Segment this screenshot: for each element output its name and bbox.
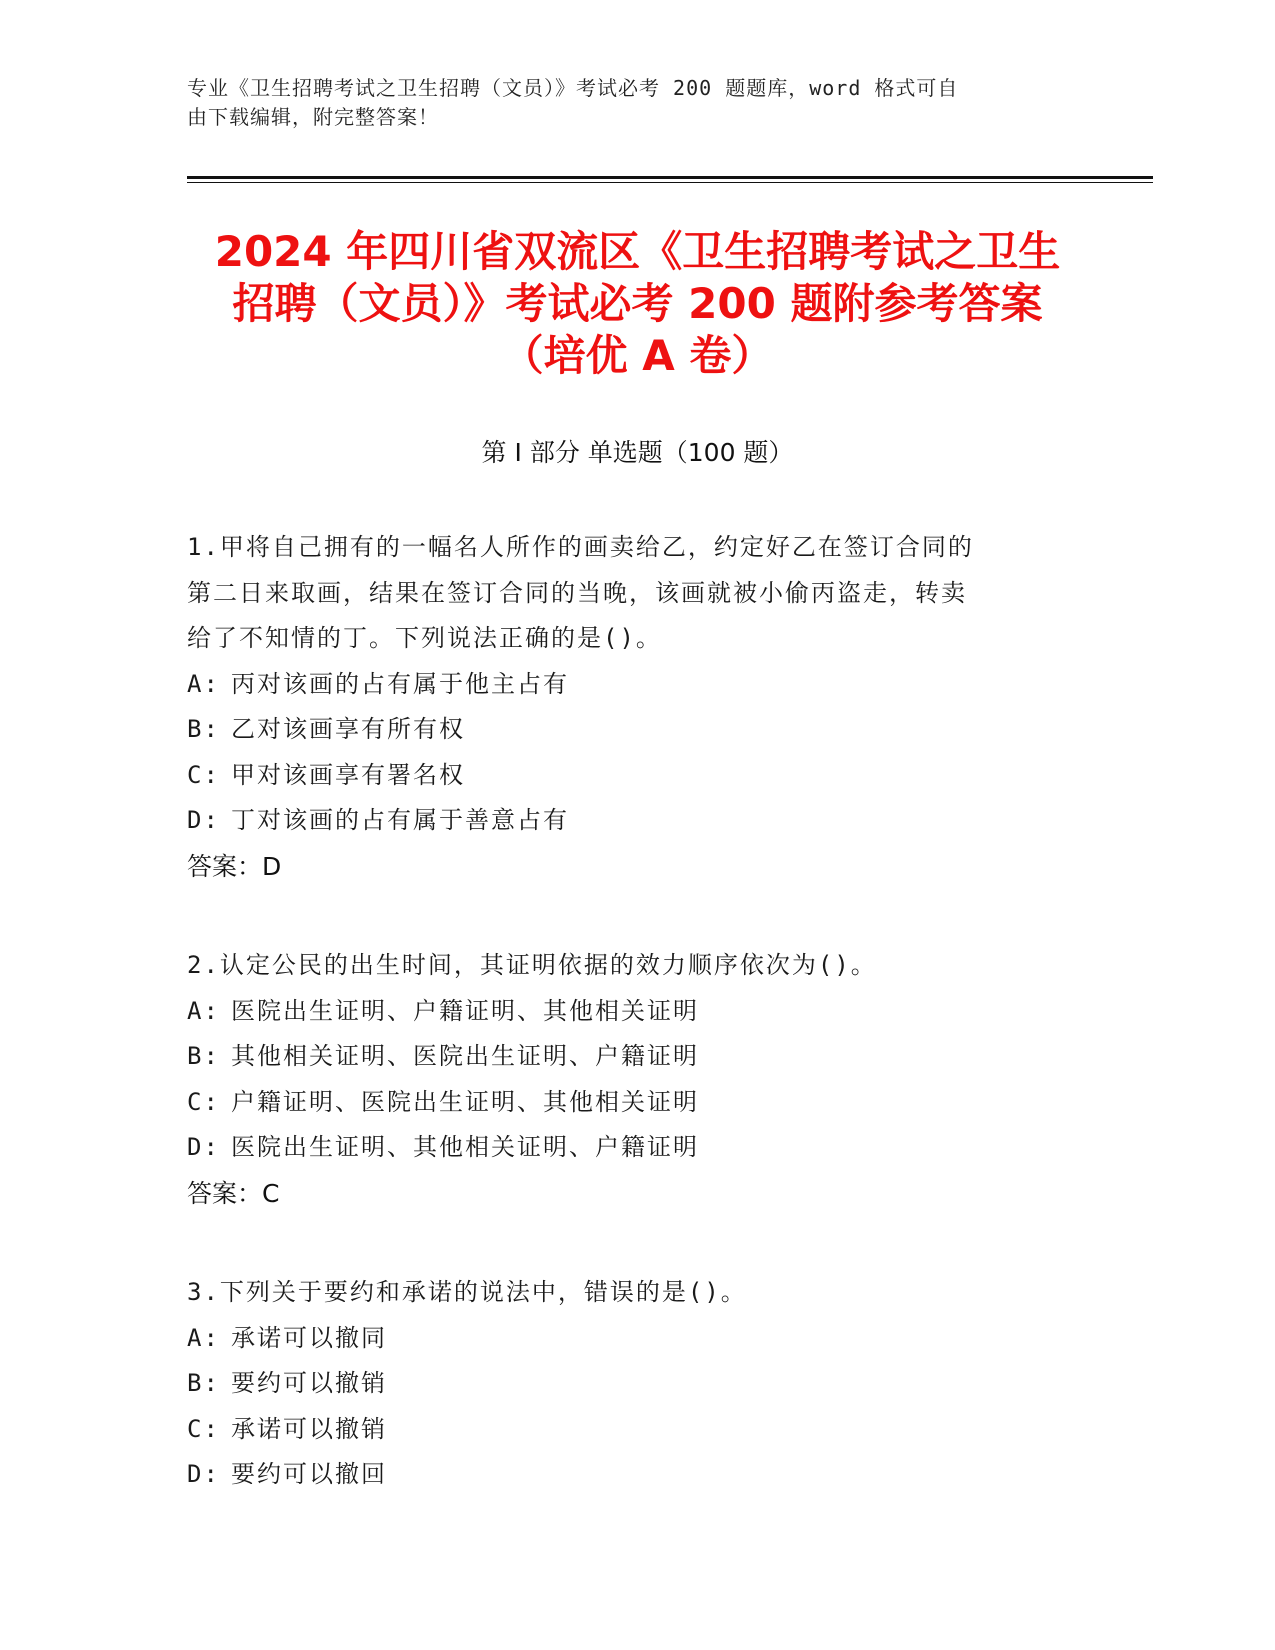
title-line: （培优 A 卷） xyxy=(501,331,774,380)
header-divider-thin xyxy=(187,182,1153,183)
option-text: 医院出生证明、其他相关证明、户籍证明 xyxy=(231,1133,699,1161)
option-a xyxy=(187,989,1077,1035)
title-line: 2024 年四川省双流区《卫生招聘考试之卫生 xyxy=(214,227,1061,276)
answer-label: 答案：C xyxy=(187,1178,280,1208)
option-key: A: xyxy=(187,669,220,698)
option-c xyxy=(187,1080,1077,1126)
option-b xyxy=(187,1361,1077,1407)
answer-label: 答案：D xyxy=(187,851,282,881)
option-d xyxy=(187,798,1077,844)
option-text: 承诺可以撤销 xyxy=(231,1414,387,1443)
option-d xyxy=(187,1452,1077,1498)
header-note-line: 由下载编辑，附完整答案！ xyxy=(187,105,439,129)
question-stem-line: 第二日来取画，结果在签订合同的当晚，该画就被小偷丙盗走，转卖 xyxy=(187,578,967,607)
option-text: 户籍证明、医院出生证明、其他相关证明 xyxy=(231,1087,699,1116)
option-key: D: xyxy=(187,1133,220,1161)
option-key: C: xyxy=(187,1414,220,1443)
option-text: 要约可以撤销 xyxy=(231,1369,387,1397)
question-stem-line: 1.甲将自己拥有的一幅名人所作的画卖给乙，约定好乙在签订合同的 xyxy=(187,533,974,561)
question-1 xyxy=(187,525,1077,889)
option-key: D: xyxy=(187,1460,220,1488)
option-text: 要约可以撤回 xyxy=(231,1460,387,1488)
option-d xyxy=(187,1125,1077,1171)
option-c xyxy=(187,1407,1077,1453)
title-line: 招聘（文员）》考试必考 200 题附参考答案 xyxy=(232,279,1043,328)
question-stem-line: 给了不知情的丁。下列说法正确的是()。 xyxy=(187,624,662,652)
question-list xyxy=(187,525,1077,1552)
question-stem-line: 2.认定公民的出生时间，其证明依据的效力顺序依次为()。 xyxy=(187,951,877,979)
option-key: B: xyxy=(187,1042,220,1070)
option-key: C: xyxy=(187,1087,220,1116)
option-key: A: xyxy=(187,996,220,1025)
option-text: 承诺可以撤同 xyxy=(231,1323,387,1352)
question-2 xyxy=(187,943,1077,1216)
header-divider-thick xyxy=(187,176,1153,179)
option-c xyxy=(187,753,1077,799)
header-note xyxy=(187,74,1067,132)
document-title xyxy=(150,226,1125,382)
option-b xyxy=(187,707,1077,753)
option-a xyxy=(187,662,1077,708)
option-text: 其他相关证明、医院出生证明、户籍证明 xyxy=(231,1042,699,1070)
option-text: 丁对该画的占有属于善意占有 xyxy=(231,806,569,834)
option-text: 医院出生证明、户籍证明、其他相关证明 xyxy=(231,996,699,1025)
section-heading: 第 I 部分 单选题（100 题） xyxy=(481,438,794,467)
option-key: B: xyxy=(187,715,220,743)
option-text: 甲对该画享有署名权 xyxy=(231,760,465,789)
option-key: A: xyxy=(187,1323,220,1352)
option-key: D: xyxy=(187,806,220,834)
option-text: 乙对该画享有所有权 xyxy=(231,715,465,743)
question-3 xyxy=(187,1270,1077,1498)
option-a xyxy=(187,1316,1077,1362)
option-b xyxy=(187,1034,1077,1080)
option-text: 丙对该画的占有属于他主占有 xyxy=(231,669,569,698)
header-note-line: 专业《卫生招聘考试之卫生招聘（文员）》考试必考 200 题题库，word 格式可自 xyxy=(187,76,959,100)
option-key: B: xyxy=(187,1369,220,1397)
question-stem-line: 3.下列关于要约和承诺的说法中，错误的是()。 xyxy=(187,1278,747,1306)
option-key: C: xyxy=(187,760,220,789)
